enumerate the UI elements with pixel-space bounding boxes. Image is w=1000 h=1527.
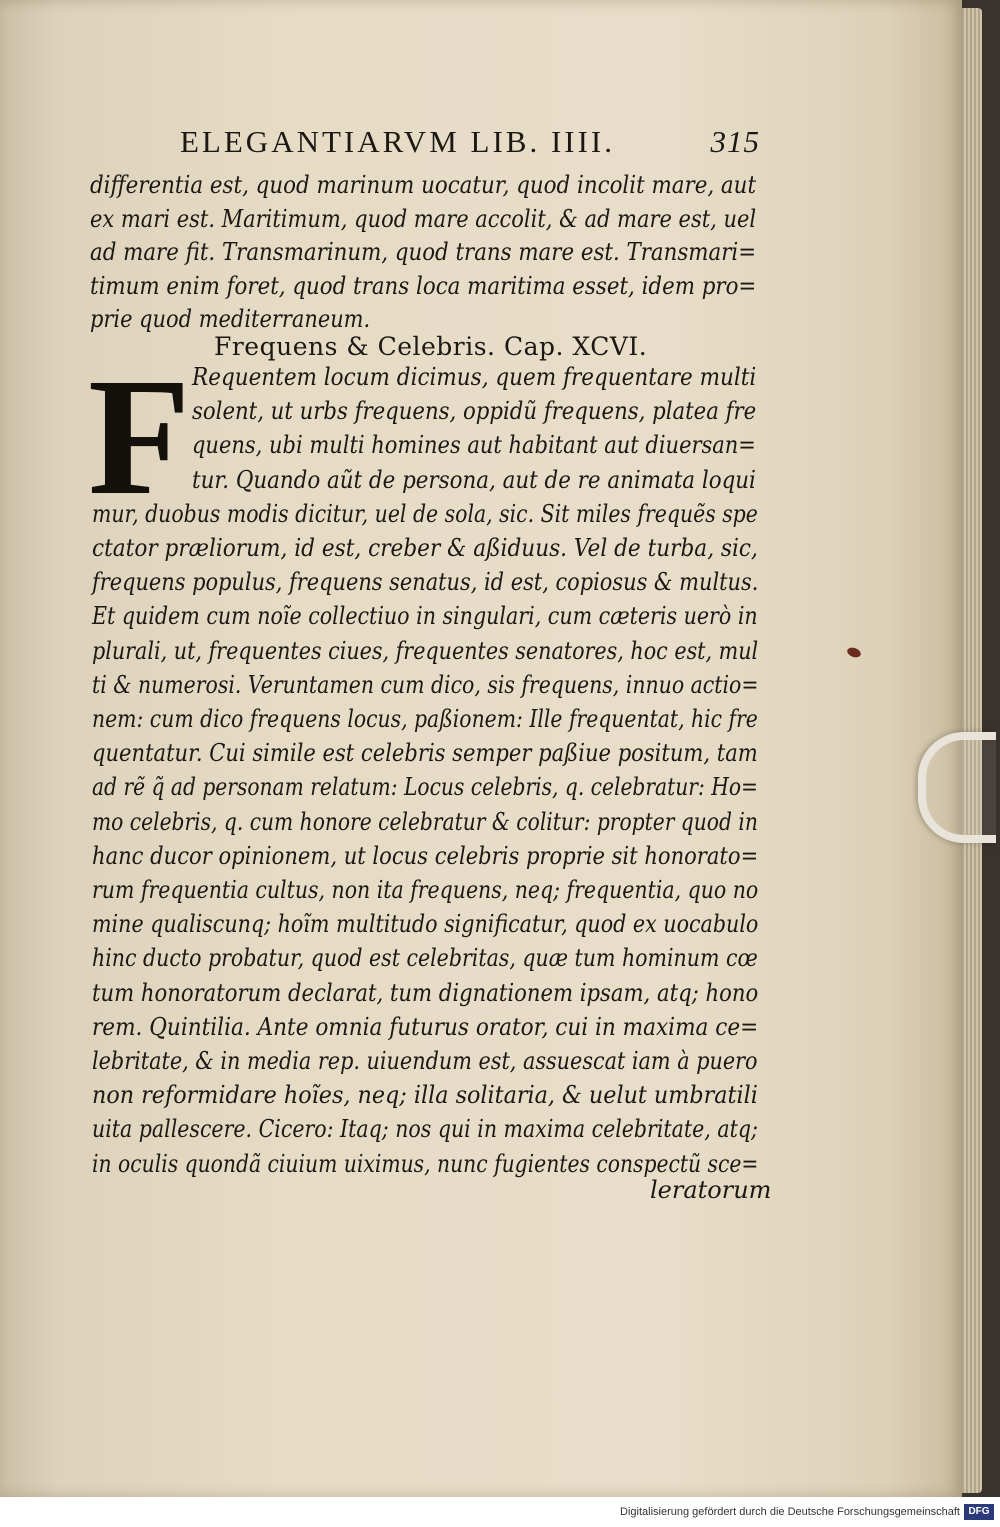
text-line: ctator præliorum, id est, creber & aßiduus. Vel de turba, sic, — [92, 534, 758, 562]
text-line: quentatur. Cui simile est celebris semper paßiue positum, tam — [92, 739, 758, 768]
text-line: uita pallescere. Cicero: Itaq; nos qui in maxima celebritate, atq; — [92, 1115, 758, 1144]
text-line: non reformidare hoĩes, neq; illa solitaria, & uelut umbratili — [92, 1081, 758, 1110]
text-line: Et quidem cum noĩe collectiuo in singulari, cum cæteris uerò in — [92, 602, 758, 631]
text-line: solent, ut urbs frequens, oppidũ frequens, platea fre — [192, 397, 757, 426]
text-line: frequens populus, frequens senatus, id est, copiosus & multus. — [92, 568, 759, 597]
text-line: timum enim foret, quod trans loca maritima esset, idem pro= — [90, 271, 757, 300]
catchword: leratorum — [650, 1176, 772, 1204]
text-line: tur. Quando aũt de persona, aut de re animata loqui — [192, 465, 756, 494]
text-line: hinc ducto probatur, quod est celebritas, quæ tum hominum cœ — [92, 944, 758, 973]
text-line: ex mari est. Maritimum, quod mare accolit, & ad mare est, uel — [90, 204, 757, 233]
text-line: nem: cum dico frequens locus, paßionem: Ille frequentat, hic fre — [92, 705, 758, 733]
text-line: rum frequentia cultus, non ita frequens, neq; frequentia, quo no — [92, 876, 759, 904]
running-head — [180, 124, 760, 160]
text-line: ti & numerosi. Veruntamen cum dico, sis frequens, innuo actio= — [92, 670, 759, 699]
text-line: mur, duobus modis dicitur, uel de sola, sic. Sit miles frequẽs spe — [92, 499, 758, 528]
footer-credit: Digitalisierung gefördert durch die Deutsche Forschungsgemeinschaft — [620, 1506, 960, 1518]
text-line: prie quod mediterraneum. — [90, 305, 371, 333]
text-line: ad mare fit. Transmarinum, quod trans mare est. Transmari= — [90, 238, 757, 266]
text-line: lebritate, & in media rep. uiuendum est, assuescat iam à puero — [92, 1047, 758, 1075]
text-line: plurali, ut, frequentes ciues, frequentes senatores, hoc est, mul — [92, 636, 759, 665]
text-line: tum honoratorum declarat, tum dignationem ipsam, atq; hono — [92, 978, 759, 1007]
chapter-heading: Frequens & Celebris. Cap. XCVI. — [214, 332, 648, 361]
text-line: in oculis quondã ciuium uiximus, nunc fugientes conspectũ sce= — [92, 1149, 759, 1178]
text-line: differentia est, quod marinum uocatur, quod incolit mare, aut — [90, 171, 757, 199]
running-head-title: ELEGANTIARVM LIB. IIII. — [180, 124, 615, 159]
dfg-logo: DFG — [964, 1504, 994, 1520]
text-line: mo celebris, q. cum honore celebratur & colitur: propter quod in — [92, 807, 758, 836]
text-line: ad rẽ q̃ ad personam relatum: Locus celebris, q. celebratur: Ho= — [92, 773, 758, 802]
text-line: Requentem locum dicimus, quem frequentare multi — [192, 363, 757, 391]
text-line: mine qualiscunq; hoĩm multitudo significatur, quod ex uocabulo — [92, 910, 759, 939]
drop-cap: F — [88, 344, 191, 530]
text-line: quens, ubi multi homines aut habitant aut diuersan= — [192, 431, 756, 460]
page-number: 315 — [710, 124, 760, 159]
text-line: rem. Quintilia. Ante omnia futurus orator, cui in maxima ce= — [92, 1012, 759, 1041]
text-line: hanc ducor opinionem, ut locus celebris proprie sit honorato= — [92, 841, 759, 870]
